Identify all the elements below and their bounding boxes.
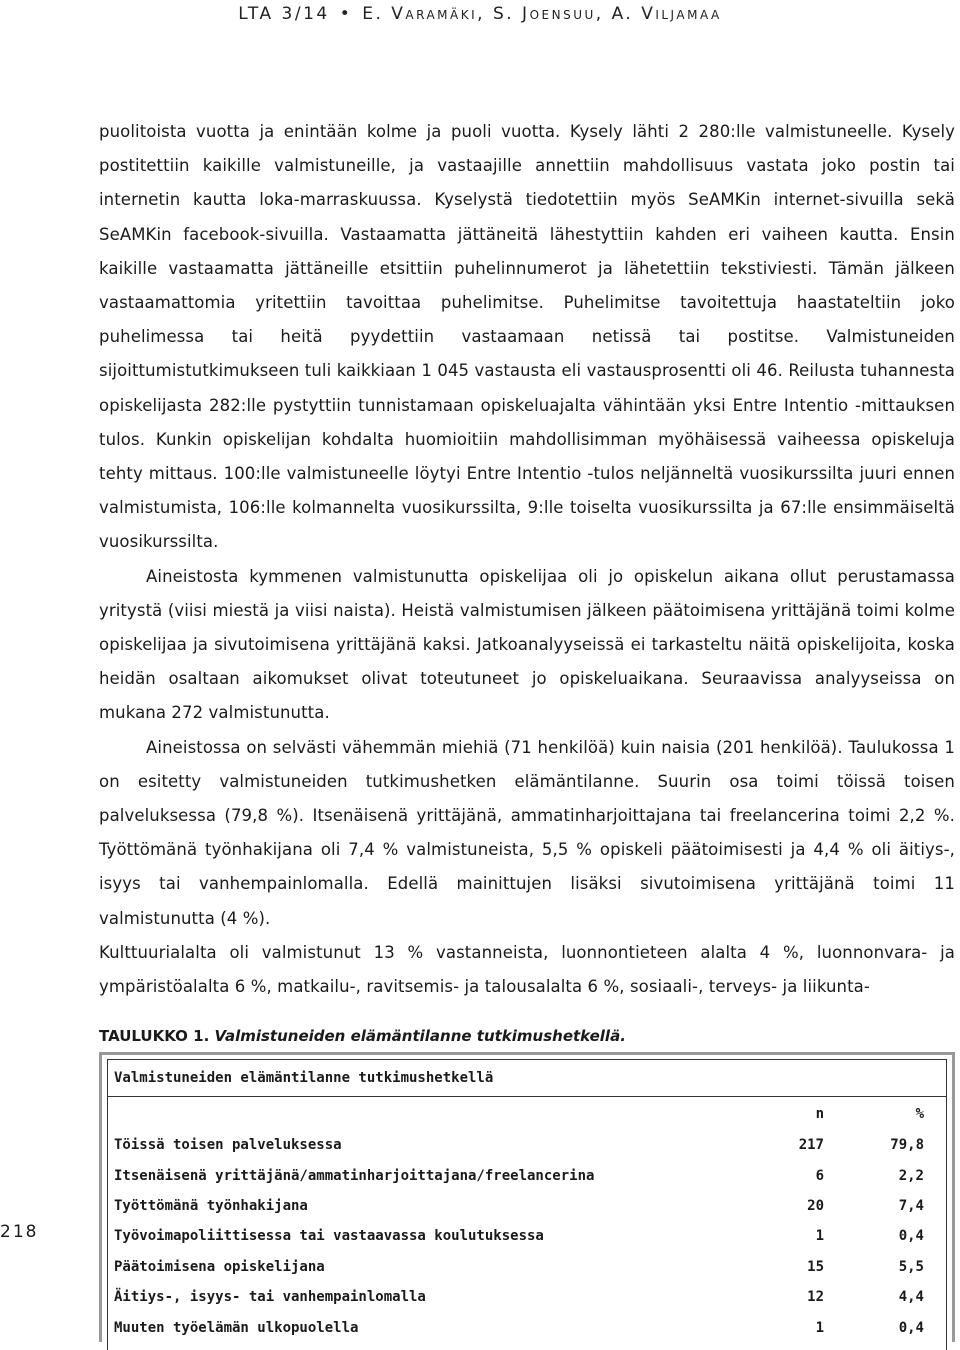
table-row [108,1221,946,1251]
table-cell-n: 217 [798,1137,824,1154]
table-row [108,1130,946,1160]
table-cell-label: Äitiys-, isyys- tai vanhempainlomalla [114,1289,426,1306]
page-number: 218 [0,1222,39,1242]
paragraph: Kulttuurialalta oli valmistunut 13 % vastanneista, luonnontieteen alalta 4 %, luonnonvara- ja ympäristöalalta 6 %, matkailu-, ravitsemis- ja talousalalta 6 %, sosiaali-, terveys- ja liikunta- [99,942,955,997]
table-cell-pct: 0,4 [898,1228,924,1245]
body-text [99,115,955,1004]
table-caption-title: Valmistuneiden elämäntilanne tutkimushetkellä. [214,1027,626,1045]
table-cell-label: Muuten työelämän ulkopuolella [114,1319,359,1336]
table-caption-label: TAULUKKO 1. [99,1027,210,1045]
table-cell-pct: 7,4 [898,1197,924,1214]
table-cell-n: 6 [815,1167,824,1184]
table-row [108,1160,946,1190]
table-cell-pct: 0,4 [898,1319,924,1336]
bullet-separator: • [339,4,353,24]
table-cell-pct: 5,5 [898,1258,924,1275]
table-row [108,1282,946,1312]
table-row [108,1312,946,1342]
table-caption [99,1027,626,1045]
column-header-n: n [815,1106,824,1122]
table-cell-pct: 4,4 [898,1289,924,1306]
journal-issue: LTA 3/14 [238,4,330,24]
table-cell-n: 15 [807,1258,824,1275]
table-cell-label: Töissä toisen palveluksessa [114,1137,342,1154]
data-table [108,1098,946,1343]
paragraph: Aineistossa on selvästi vähemmän miehiä (71 henkilöä) kuin naisia (201 henkilöä). Taulukossa 1 on esitetty valmistuneiden tutkimushetken elämäntilanne. Suurin osa toimi töissä toisen palveluksessa (79,8 %). Itsenäisenä yrittäjänä, ammatinharjoittajana tai freelancerina toimi 2,2 %. Työttömänä työnhakijana oli 7,4 % valmistuneista, 5,5 % opiskeli päätoimisesti ja 4,4 % oli äitiys-, isyys tai vanhempainlomalla. Edellä mainittujen lisäksi sivutoimisena yrittäjänä toimi 11 valmistunutta (4 %). [99,737,955,928]
table-cell-label: Päätoimisena opiskelijana [114,1258,325,1275]
table-row [108,1191,946,1221]
authors: E. Varamäki, S. Joensuu, A. Viljamaa [362,4,722,24]
table-row [108,1252,946,1282]
table-cell-label: Itsenäisenä yrittäjänä/ammatinharjoittajana/freelancerina [114,1167,595,1184]
paragraph: Aineistosta kymmenen valmistunutta opiskelijaa oli jo opiskelun aikana ollut perustamassa yritystä (viisi miestä ja viisi naista). Heistä valmistumisen jälkeen päätoimisena yrittäjänä toimi kolme opiskelijaa ja sivutoimisena yrittäjänä kaksi. Jatkoanalyyseissä ei tarkasteltu näitä opiskelijoita, koska heidän osaltaan aikomukset olivat toteutuneet jo opiskeluaikana. Seuraavissa analyyseissa on mukana 272 valmistunutta. [99,566,955,723]
table-frame [99,1052,955,1342]
table-cell-label: Työvoimapoliittisessa tai vastaavassa koulutuksessa [114,1228,544,1245]
table-cell-pct: 79,8 [890,1137,924,1154]
table-header: Valmistuneiden elämäntilanne tutkimushetkellä [108,1060,946,1097]
running-header [0,4,960,24]
table-cell-n: 1 [815,1319,824,1336]
table [107,1059,947,1350]
table-cell-label: Työttömänä työnhakijana [114,1197,308,1214]
paragraph: puolitoista vuotta ja enintään kolme ja puoli vuotta. Kysely lähti 2 280:lle valmistuneelle. Kysely postitettiin kaikille valmistuneille, ja vastaajille annettiin mahdollisuus vastata joko postin tai internetin kautta loka-marraskuussa. Kyselystä tiedotettiin myös SeAMKin internet-sivuilla sekä SeAMKin facebook-sivuilla. Vastaamatta jättäneitä lähestyttiin kahden eri vaiheen kautta. Ensin kaikille vastaamatta jättäneille etsittiin puhelinnumerot ja lähetettiin tekstiviesti. Tämän jälkeen vastaamattomia yritettiin tavoittaa puhelimitse. Puhelimitse tavoitettuja haastateltiin joko puhelimessa tai heitä pyydettiin vastaamaan netissä tai postitse. Valmistuneiden sijoittumistutkimukseen tuli kaikkiaan 1 045 vastausta eli vastausprosentti oli 46. Reilusta tuhannesta opiskelijasta 282:lle pystyttiin tunnistamaan opiskeluajalta vähintään yksi Entre Intentio -mittauksen tulos. Kunkin opiskelijan kohdalta huomioitiin mahdollisimman myöhäisessä vaiheessa opiskeluja tehty mittaus. 100:lle valmistuneelle löytyi Entre Intentio -tulos neljänneltä vuosikurssilta juuri ennen valmistumista, 106:lle kolmannelta vuosikurssilta, 9:lle toiselta vuosikurssilta ja 67:lle ensimmäiseltä vuosikurssilta. [99,122,955,552]
table-cell-n: 1 [815,1228,824,1245]
column-header-pct: % [915,1106,924,1122]
table-cell-n: 12 [807,1289,824,1306]
table-cell-n: 20 [807,1197,824,1214]
column-header-row [108,1098,946,1130]
table-cell-pct: 2,2 [898,1167,924,1184]
